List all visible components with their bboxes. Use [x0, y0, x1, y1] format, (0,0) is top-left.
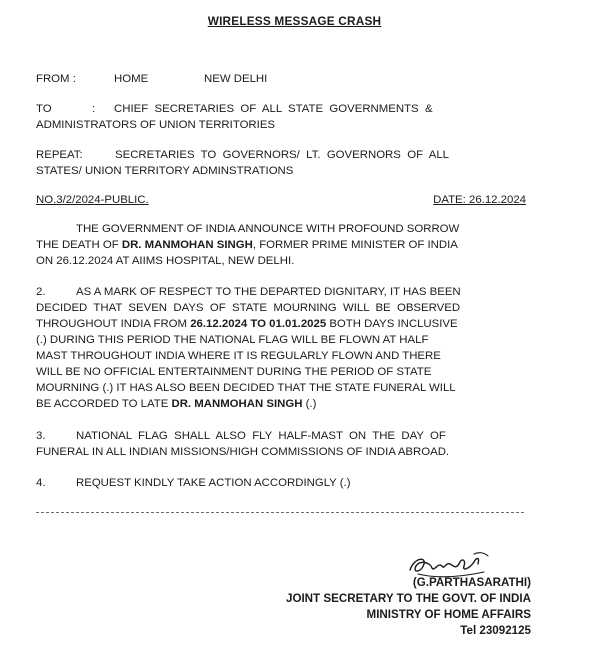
para2-text: AS A MARK OF RESPECT TO THE DEPARTED DIGNITARY, IT HAS BEEN [76, 286, 461, 298]
separator-line [36, 512, 524, 513]
para2-text: BE ACCORDED TO LATE [36, 398, 172, 410]
from-label: FROM : [36, 73, 76, 85]
signatory-ministry: MINISTRY OF HOME AFFAIRS [366, 608, 531, 621]
para2-line1 [36, 285, 526, 300]
para2-line5: MAST THROUGHOUT INDIA WHERE IT IS REGULARLY FLOWN AND THERE [36, 350, 441, 362]
para2-text: (.) [302, 398, 317, 410]
para2-text: THROUGHOUT INDIA FROM [36, 318, 191, 330]
para2-line8 [36, 397, 526, 412]
reference-date-line [36, 193, 526, 208]
para4-line1 [36, 476, 526, 491]
repeat-recipient-line2: STATES/ UNION TERRITORY ADMINSTRATIONS [36, 165, 294, 177]
para2-text: BOTH DAYS INCLUSIVE [326, 318, 458, 330]
para4-number: 4. [36, 477, 46, 489]
para1-text: , FORMER PRIME MINISTER OF INDIA [252, 239, 458, 251]
repeat-line [36, 148, 526, 163]
from-value-home: HOME [114, 73, 149, 85]
para1-line3: ON 26.12.2024 AT AIIMS HOSPITAL, NEW DELHI. [36, 255, 295, 267]
signatory-designation: JOINT SECRETARY TO THE GOVT. OF INDIA [286, 592, 531, 605]
to-colon: : [92, 103, 96, 115]
deceased-name: DR. MANMOHAN SINGH [121, 239, 253, 251]
repeat-recipient-line1: SECRETARIES TO GOVERNORS/ LT. GOVERNORS OF ALL [115, 149, 449, 161]
from-line [36, 72, 526, 87]
para2-line3 [36, 317, 526, 332]
from-value-city: NEW DELHI [204, 73, 268, 85]
signatory-name: (G.PARTHASARATHI) [412, 576, 531, 589]
para2-number: 2. [36, 286, 46, 298]
to-recipient-line2: ADMINISTRATORS OF UNION TERRITORIES [36, 119, 276, 131]
to-line [36, 102, 526, 117]
para2-line7: MOURNING (.) IT HAS ALSO BEEN DECIDED THAT THE STATE FUNERAL WILL [36, 382, 456, 394]
para1-text: THE DEATH OF [36, 239, 122, 251]
reference-number: NO.3/2/2024-PUBLIC. [36, 194, 149, 206]
para2-line6: WILL BE NO OFFICIAL ENTERTAINMENT DURING THE PERIOD OF STATE [36, 366, 432, 378]
para3-number: 3. [36, 430, 46, 442]
deceased-name: DR. MANMOHAN SINGH [171, 398, 303, 410]
mourning-period: 26.12.2024 TO 01.01.2025 [190, 318, 327, 330]
para4-text: REQUEST KINDLY TAKE ACTION ACCORDINGLY (.) [76, 477, 351, 489]
to-recipient-line1: CHIEF SECRETARIES OF ALL STATE GOVERNMENTS & [114, 103, 433, 115]
to-label: TO [36, 103, 52, 115]
repeat-label: REPEAT: [36, 149, 83, 161]
para1-line2 [36, 238, 526, 253]
signatory-telephone: Tel 23092125 [460, 624, 531, 637]
message-date: DATE: 26.12.2024 [433, 194, 526, 206]
para2-line2: DECIDED THAT SEVEN DAYS OF STATE MOURNING WILL BE OBSERVED [36, 302, 461, 314]
para2-line4: (.) DURING THIS PERIOD THE NATIONAL FLAG WILL BE FLOWN AT HALF [36, 334, 429, 346]
para3-text: NATIONAL FLAG SHALL ALSO FLY HALF-MAST ON THE DAY OF [76, 430, 446, 442]
para1-line1: THE GOVERNMENT OF INDIA ANNOUNCE WITH PROFOUND SORROW [76, 223, 460, 235]
para3-line2: FUNERAL IN ALL INDIAN MISSIONS/HIGH COMMISSIONS OF INDIA ABROAD. [36, 446, 450, 458]
para3-line1 [36, 429, 526, 444]
document-title: WIRELESS MESSAGE CRASH [207, 14, 382, 28]
